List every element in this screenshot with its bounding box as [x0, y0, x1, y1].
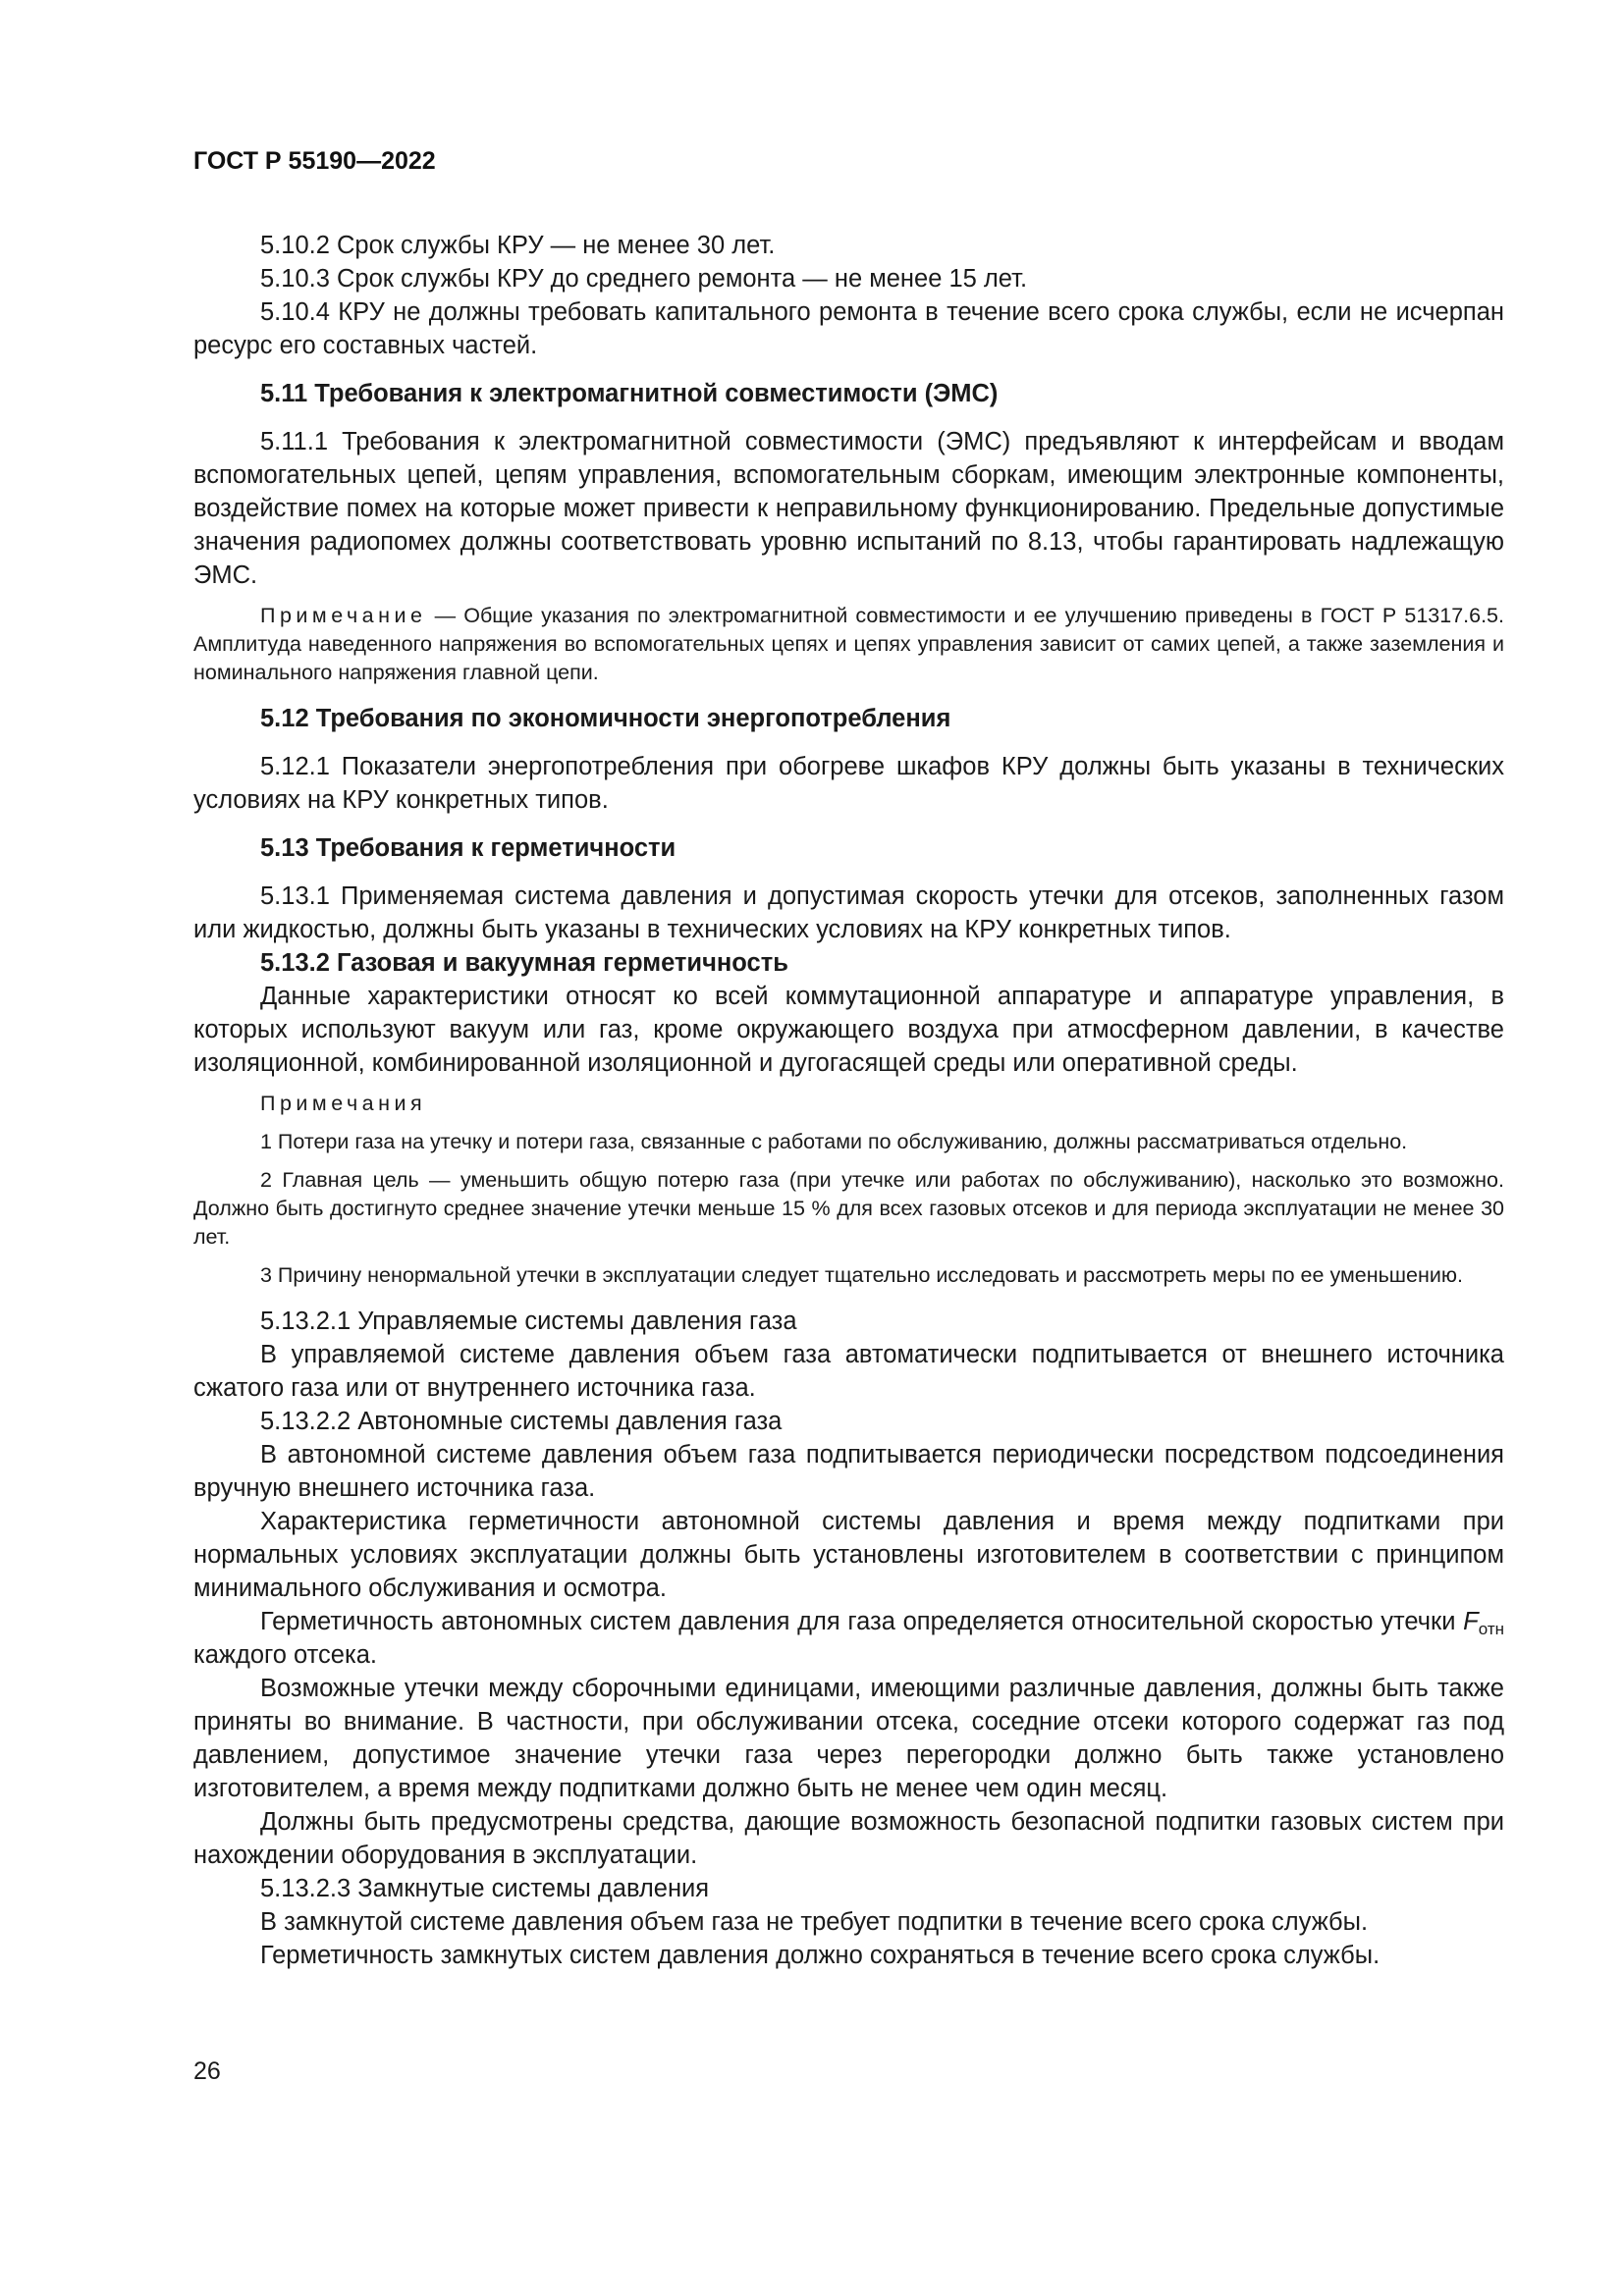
note-text: — Общие указания по электромагнитной совместимости и ее улучшению приведены в ГОСТ Р 51317.6.5. Амплитуда наведенного напряжения во вспомогательных цепях и цепях управления зависит от самих цепей, а также заземления и номинального напряжения главной цепи. [193, 604, 1504, 684]
clause-5-10-3: 5.10.3 Срок службы КРУ до среднего ремонта — не менее 15 лет. [260, 265, 1028, 293]
clause-5-13-1: 5.13.1 Применяемая система давления и допустимая скорость утечки для отсеков, заполненных газом или жидкостью, должны быть указаны в технических условиях на КРУ конкретных типов. [193, 882, 1504, 943]
closed-systems-text-1: В замкнутой системе давления объем газа не требует подпитки в течение всего срока службы. [260, 1908, 1369, 1936]
closed-systems-text-2: Герметичность замкнутых систем давления должно сохраняться в течение всего срока службы. [260, 1942, 1380, 1969]
note-1: 1 Потери газа на утечку и потери газа, связанные с работами по обслуживанию, должны рассматриваться отдельно. [260, 1130, 1408, 1153]
document-header: ГОСТ Р 55190—2022 [193, 147, 436, 175]
autonomous-systems-text-4: Возможные утечки между сборочными единицами, имеющими различные давления, должны быть также приняты во внимание. В частности, при обслуживании отсека, соседние отсеки которого содержат газ под давлением, допустимое значение утечки газа через перегородки должно быть также установлено изготовителем, а время между подпитками должно быть не менее чем один месяц. [193, 1675, 1504, 1802]
autonomous-systems-text-1: В автономной системе давления объем газа подпитывается периодически посредством подсоединения вручную внешнего источника газа. [193, 1441, 1504, 1502]
subsection-heading-5-13-2: 5.13.2 Газовая и вакуумная герметичность [260, 949, 788, 977]
note-2: 2 Главная цель — уменьшить общую потерю газа (при утечке или работах по обслуживанию), насколько это возможно. Должно быть достигнуто среднее значение утечки меньше 15 % для всех газовых отсеков и для периода эксплуатации не менее 30 лет. [193, 1168, 1504, 1249]
page-number: 26 [193, 2057, 221, 2085]
clause-5-10-4: 5.10.4 КРУ не должны требовать капитального ремонта в течение всего срока службы, если не исчерпан ресурс его составных частей. [193, 298, 1504, 359]
autonomous-systems-text-2: Характеристика герметичности автономной системы давления и время между подпитками при нормальных условиях эксплуатации должны быть установлены изготовителем в соответствии с принципом минимального обслуживания и осмотра. [193, 1508, 1504, 1602]
note-3: 3 Причину ненормальной утечки в эксплуатации следует тщательно исследовать и рассмотреть меры по ее уменьшению. [260, 1263, 1463, 1287]
managed-systems-text: В управляемой системе давления объем газа автоматически подпитывается от внешнего источника сжатого газа или от внутреннего источника газа. [193, 1341, 1504, 1402]
document-body [193, 229, 1504, 1972]
clause-5-10-2: 5.10.2 Срок службы КРУ — не менее 30 лет. [260, 232, 776, 259]
autonomous-systems-text-3: Герметичность автономных систем давления для газа определяется относительной скоростью утечки $F_{отн}$ каждого отсека. [193, 1608, 1504, 1669]
clause-5-13-2-3: 5.13.2.3 Замкнутые системы давления [260, 1875, 710, 1902]
section-heading-5-12: 5.12 Требования по экономичности энергопотребления [260, 705, 951, 732]
clause-5-12-1: 5.12.1 Показатели энергопотребления при обогреве шкафов КРУ должны быть указаны в технических условиях на КРУ конкретных типов. [193, 753, 1504, 814]
section-heading-5-11: 5.11 Требования к электромагнитной совместимости (ЭМС) [260, 380, 999, 407]
clause-5-13-2-1: 5.13.2.1 Управляемые системы давления газа [260, 1308, 797, 1335]
leak-rate-subscript: отн [1478, 1620, 1504, 1638]
note-label: Примечание [260, 604, 427, 627]
clause-5-13-2-2: 5.13.2.2 Автономные системы давления газа [260, 1408, 783, 1435]
note-5-11 [193, 602, 1504, 687]
notes-label: Примечания [260, 1092, 427, 1115]
section-heading-5-13: 5.13 Требования к герметичности [260, 834, 677, 862]
autonomous-systems-text-5: Должны быть предусмотрены средства, дающие возможность безопасной подпитки газовых систем при нахождении оборудования в эксплуатации. [193, 1808, 1504, 1869]
clause-5-13-2-text: Данные характеристики относят ко всей коммутационной аппаратуре и аппаратуре управления, в которых используют вакуум или газ, кроме окружающего воздуха при атмосферном давлении, в качестве изоляционной, комбинированной изоляционной и дугогасящей среды или оперативной среды. [193, 983, 1504, 1077]
leak-rate-symbol: F [1463, 1608, 1479, 1635]
clause-5-11-1: 5.11.1 Требования к электромагнитной совместимости (ЭМС) предъявляют к интерфейсам и вводам вспомогательных цепей, цепям управления, вспомогательным сборкам, имеющим электронные компоненты, воздействие помех на которые может привести к неправильному функционированию. Предельные допустимые значения радиопомех должны соответствовать уровню испытаний по 8.13, чтобы гарантировать надлежащую ЭМС. [193, 428, 1504, 589]
